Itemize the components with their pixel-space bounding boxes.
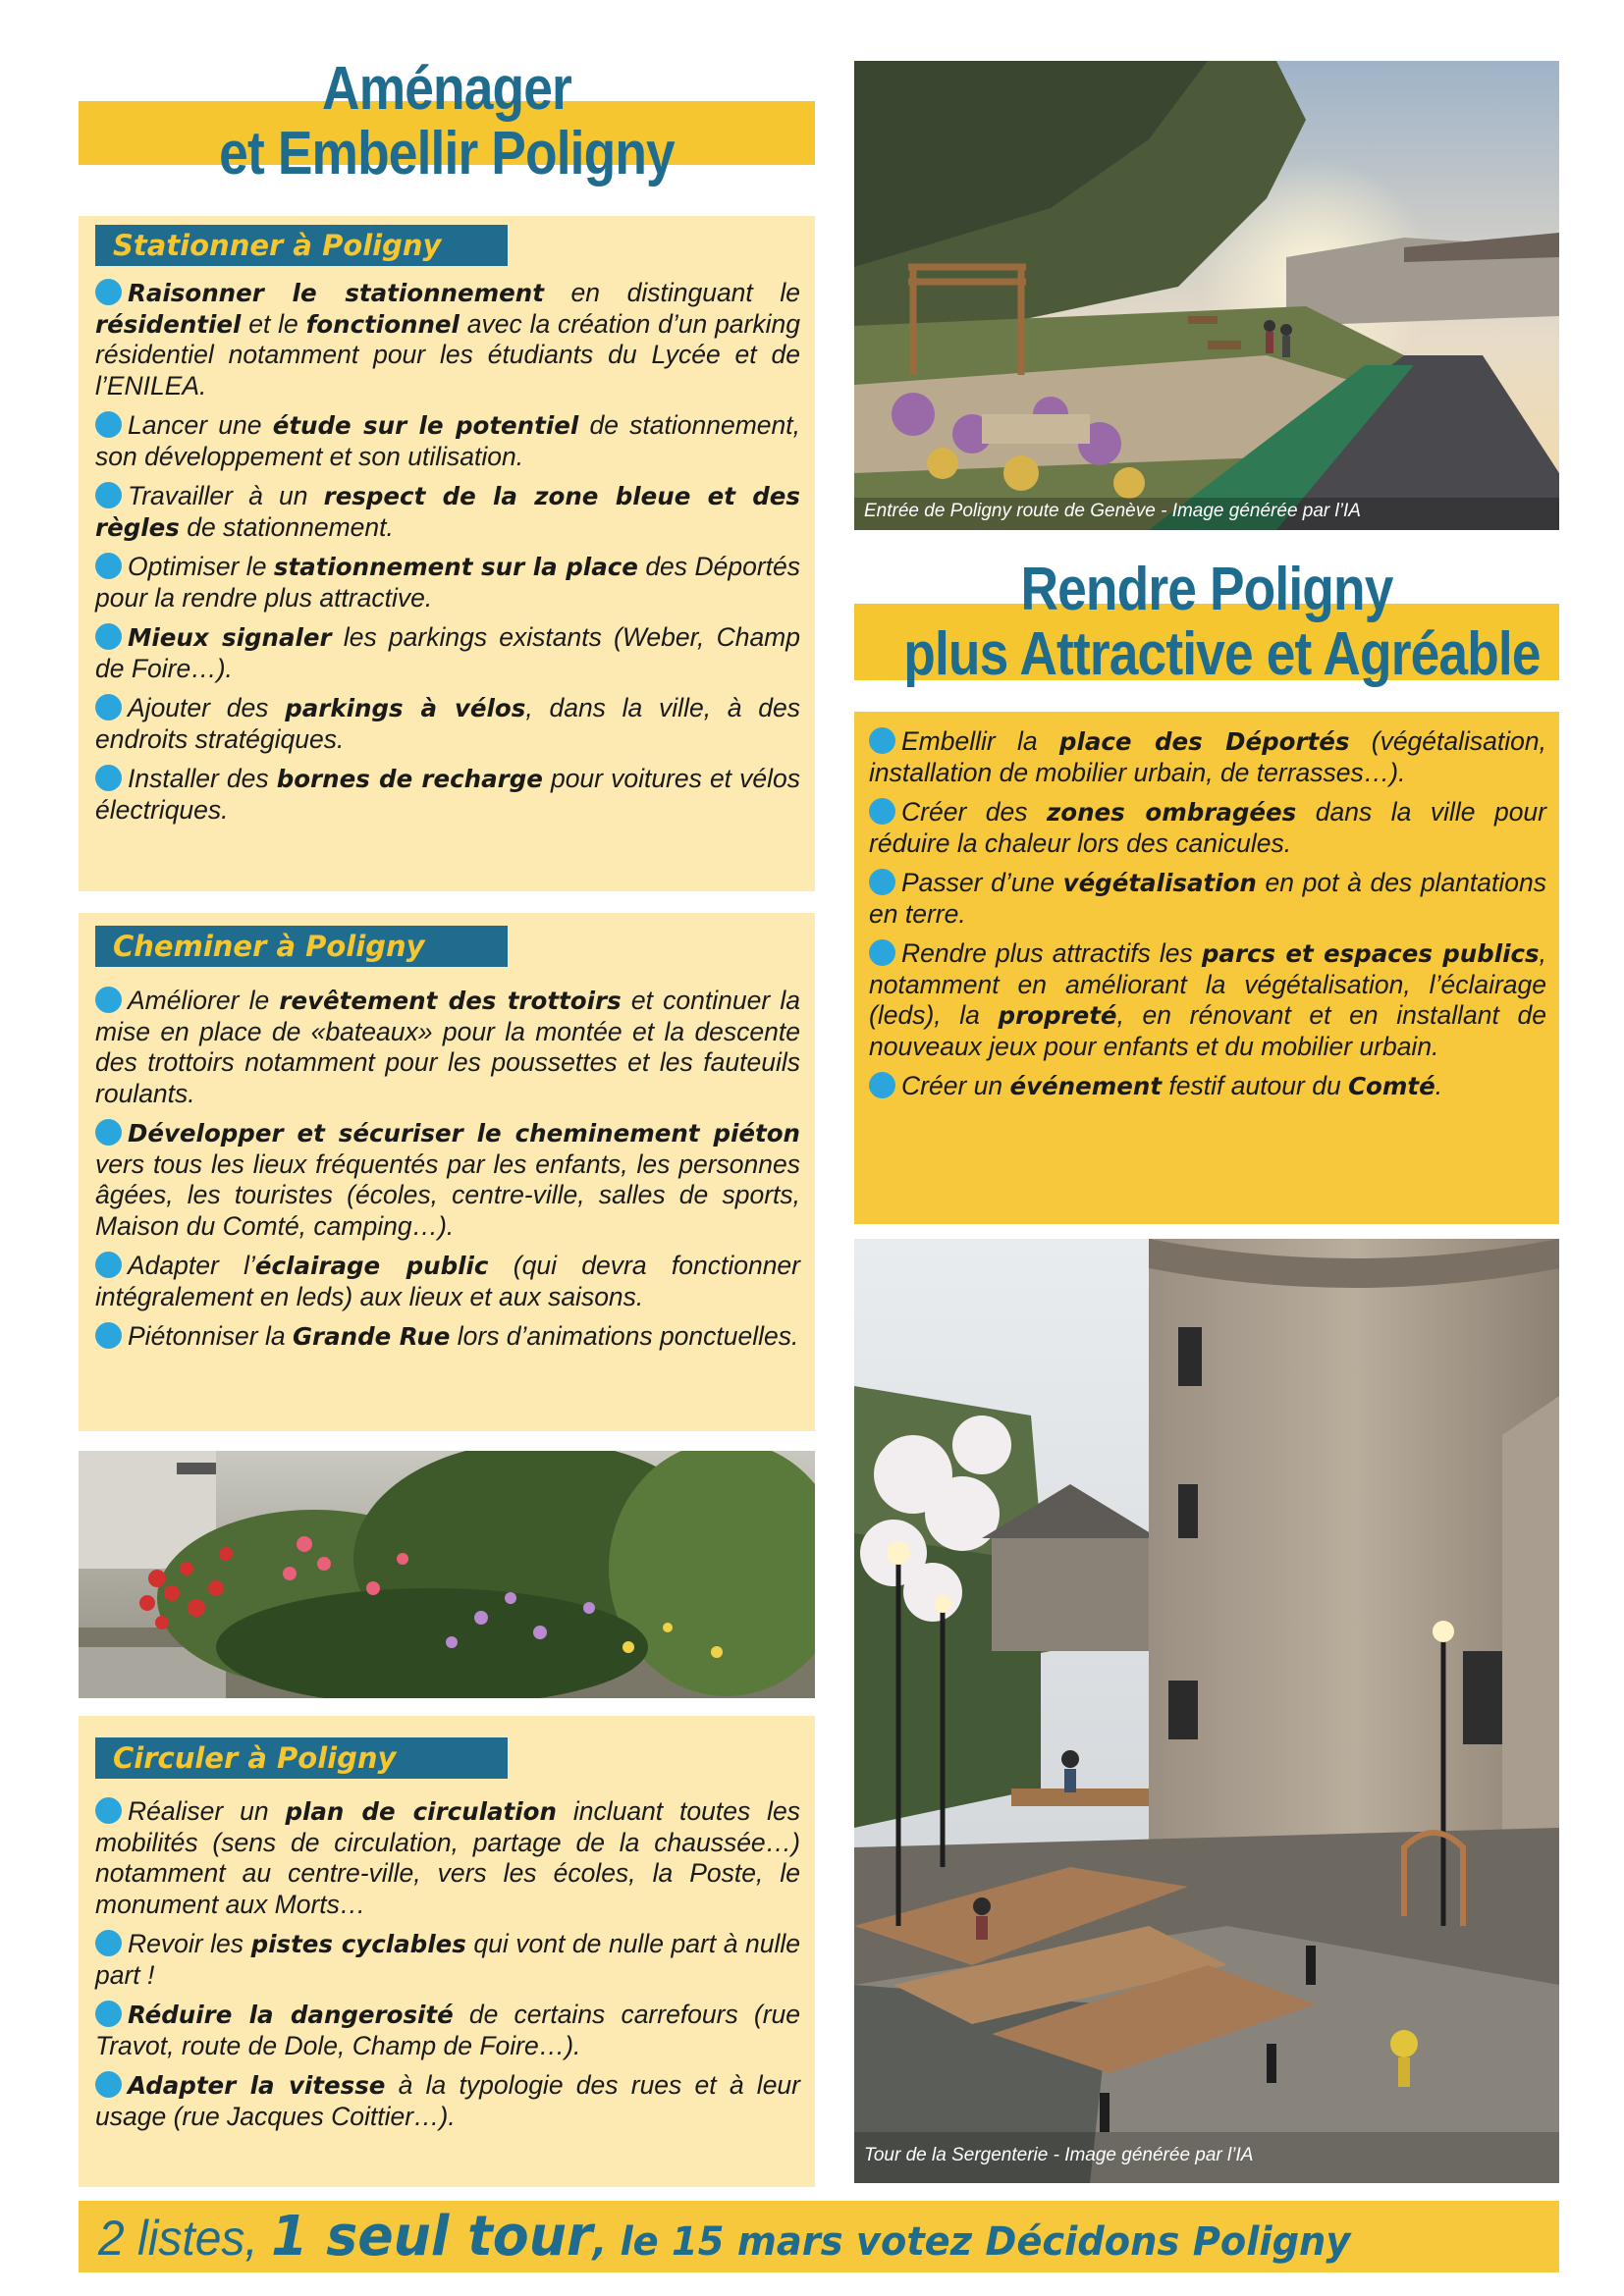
text: , notamment en améliorant la végétalisation, l’éclairage (leds), la	[869, 938, 1546, 1030]
bold-text: Raisonner le stationnement	[128, 279, 544, 307]
bold-text: respect de la zone bleue et des règles	[95, 482, 800, 542]
text: incluant toutes les mobilités (sens de circulation, partage de la chaussée…) notamment au centre-ville, vers les écoles, la Poste, le monument aux Morts…	[95, 1796, 801, 1919]
bold-text: parcs et espaces publics	[1201, 939, 1540, 968]
text: en distinguant le	[543, 278, 801, 307]
list-stationner	[95, 278, 800, 834]
text: , en rénovant et en installant de nouveaux jeux pour enfants et du mobilier urbain.	[869, 1000, 1546, 1061]
list-item	[95, 552, 800, 614]
text: Embellir la	[901, 726, 1059, 756]
list-item	[95, 986, 800, 1109]
text: pour voitures et vélos électriques.	[95, 764, 800, 825]
text: Ajouter des	[128, 693, 286, 722]
caption-sergenterie: Tour de la Sergenterie - Image générée par l’IA	[864, 2145, 1254, 2165]
list-item	[95, 2070, 800, 2132]
banner-part1: 2 listes,	[98, 2211, 272, 2266]
list-circuler	[95, 1796, 800, 2141]
list-item	[95, 1321, 800, 1353]
list-item	[95, 410, 800, 472]
section-header-cheminer: Cheminer à Poligny	[95, 926, 508, 967]
text: Lancer une	[128, 410, 273, 440]
text: Adapter l’	[128, 1251, 255, 1280]
flowers-illustration	[79, 1451, 815, 1698]
section-header-circuler: Circuler à Poligny	[95, 1737, 508, 1779]
text: Travailler à un	[128, 481, 324, 510]
bold-text: propreté	[998, 1001, 1117, 1030]
bullet-icon	[95, 765, 122, 791]
banner-slogan	[98, 2205, 1350, 2269]
list-item	[869, 868, 1546, 930]
list-attractive	[869, 726, 1546, 1111]
text: Rendre plus attractifs les	[901, 938, 1202, 968]
bold-text: événement	[1009, 1072, 1163, 1100]
main-title-line2: et Embellir Poligny	[219, 120, 675, 187]
bullet-icon	[95, 553, 122, 579]
text: (qui devra fonctionner intégralement en leds) aux lieux et aux saisons.	[95, 1251, 800, 1311]
text: et le	[241, 308, 306, 339]
bold-text: plan de circulation	[285, 1797, 557, 1826]
sergenterie-illustration	[854, 1239, 1559, 2183]
list-item	[95, 1118, 800, 1242]
list-item	[869, 726, 1546, 788]
bullet-icon	[95, 1322, 122, 1349]
bold-text: éclairage public	[254, 1252, 489, 1280]
bullet-icon	[95, 1252, 122, 1278]
list-cheminer	[95, 986, 800, 1362]
attractive-title-line1: Rendre Poligny	[1020, 556, 1393, 623]
bold-text: bornes de recharge	[276, 765, 543, 793]
bullet-icon	[95, 1797, 122, 1824]
bullet-icon	[95, 411, 122, 438]
bold-text: pistes cyclables	[250, 1930, 466, 1958]
banner-part3: , le 15 mars votez Décidons Poligny	[592, 2219, 1351, 2265]
bold-text: Adapter la vitesse	[128, 2071, 386, 2100]
list-item	[95, 693, 800, 755]
caption-route-geneve: Entrée de Poligny route de Genève - Image générée par l’IA	[864, 501, 1361, 521]
banner-part2: 1 seul tour	[271, 2205, 593, 2269]
text: en pot à des plantations en terre.	[869, 868, 1546, 929]
bullet-icon	[869, 798, 895, 825]
text: Créer des	[901, 797, 1047, 827]
bold-text: revêtement des trottoirs	[279, 987, 622, 1015]
bullet-icon	[95, 987, 122, 1013]
attractive-title	[854, 558, 1559, 695]
list-item	[869, 797, 1546, 859]
list-item	[869, 938, 1546, 1062]
text: dans la ville pour réduire la chaleur lors des canicules.	[869, 797, 1546, 858]
text: .	[1435, 1071, 1443, 1100]
bold-text: Développer et sécuriser le cheminement piéton	[128, 1119, 800, 1148]
bullet-icon	[869, 727, 895, 754]
flowers-street-image	[79, 1451, 815, 1698]
list-item	[95, 278, 800, 401]
list-item	[95, 481, 800, 543]
list-item	[95, 1251, 800, 1312]
bold-text: place des Déportés	[1058, 727, 1350, 756]
text: festif autour du	[1162, 1071, 1349, 1100]
bullet-icon	[95, 2001, 122, 2027]
bullet-icon	[95, 694, 122, 721]
list-item	[95, 1796, 800, 1920]
text: de stationnement, son développement et son utilisation.	[95, 410, 801, 471]
bullet-icon	[95, 2071, 122, 2098]
text: et continuer la mise en place de «bateaux» pour la montée et la descente des trottoirs notamment pour les poussettes et les fauteuils roulants.	[95, 986, 800, 1108]
text: à la typologie des rues et à leur usage (rue Jacques Coittier…).	[95, 2070, 800, 2131]
list-item	[95, 1929, 800, 1991]
bold-text: zones ombragées	[1046, 798, 1297, 827]
section-header-stationner: Stationner à Poligny	[95, 225, 508, 266]
text: les parkings existants (Weber, Champ de Foire…).	[95, 622, 800, 683]
route-geneve-image	[854, 61, 1559, 530]
bold-text: végétalisation	[1062, 869, 1257, 897]
text: Passer d’une	[901, 868, 1063, 897]
bullet-icon	[95, 623, 122, 650]
text: Créer un	[901, 1071, 1010, 1100]
text: vers tous les lieux fréquentés par les enfants, les personnes âgées, les touristes (écoles, centre-ville, salles de sports, Maison du Comté, camping…).	[95, 1148, 800, 1241]
bullet-icon	[869, 1072, 895, 1098]
bullet-icon	[95, 279, 122, 305]
bold-text: stationnement sur la place	[273, 553, 638, 581]
text: Optimiser le	[128, 552, 274, 581]
text: de certains carrefours (rue Travot, route de Dole, Champ de Foire…).	[95, 2000, 800, 2060]
sergenterie-image	[854, 1239, 1559, 2183]
text: de stationnement.	[179, 511, 394, 542]
text: Réaliser un	[128, 1796, 286, 1826]
attractive-title-line2: plus Attractive et Agréable	[903, 620, 1541, 688]
text: qui vont de nulle part à nulle part !	[95, 1929, 800, 1990]
bold-text: Grande Rue	[292, 1322, 451, 1351]
text: des Déportés pour la rendre plus attractive.	[95, 552, 801, 613]
text: lors d’animations ponctuelles.	[450, 1321, 799, 1351]
bold-text: Mieux signaler	[128, 623, 332, 652]
text: Installer des	[128, 764, 277, 793]
text: (végétalisation, installation de mobilier urbain, de terrasses…).	[869, 726, 1546, 787]
text: Piétonniser la	[128, 1321, 293, 1351]
bullet-icon	[95, 1119, 122, 1146]
bullet-icon	[95, 1930, 122, 1956]
bold-text: étude sur le potentiel	[272, 411, 579, 440]
main-title-line1: Aménager	[322, 55, 571, 123]
bold-text: Comté	[1348, 1072, 1435, 1100]
bold-text: fonctionnel	[305, 309, 460, 339]
route-geneve-illustration	[854, 61, 1559, 530]
bullet-icon	[869, 939, 895, 966]
bullet-icon	[95, 482, 122, 508]
bold-text: résidentiel	[95, 309, 242, 339]
main-title	[79, 57, 815, 194]
bullet-icon	[869, 869, 895, 895]
bold-text: Réduire la dangerosité	[128, 2001, 454, 2029]
list-item	[95, 622, 800, 684]
text: avec la création d’un parking résidentiel notamment pour les étudiants du Lycée et de l’ENILEA.	[95, 308, 800, 400]
text: Améliorer le	[128, 986, 280, 1015]
bold-text: parkings à vélos	[285, 694, 526, 722]
text: Revoir les	[128, 1929, 251, 1958]
list-item	[869, 1071, 1546, 1102]
list-item	[95, 764, 800, 826]
text: , dans la ville, à des endroits stratégiques.	[95, 693, 801, 754]
list-item	[95, 2000, 800, 2061]
